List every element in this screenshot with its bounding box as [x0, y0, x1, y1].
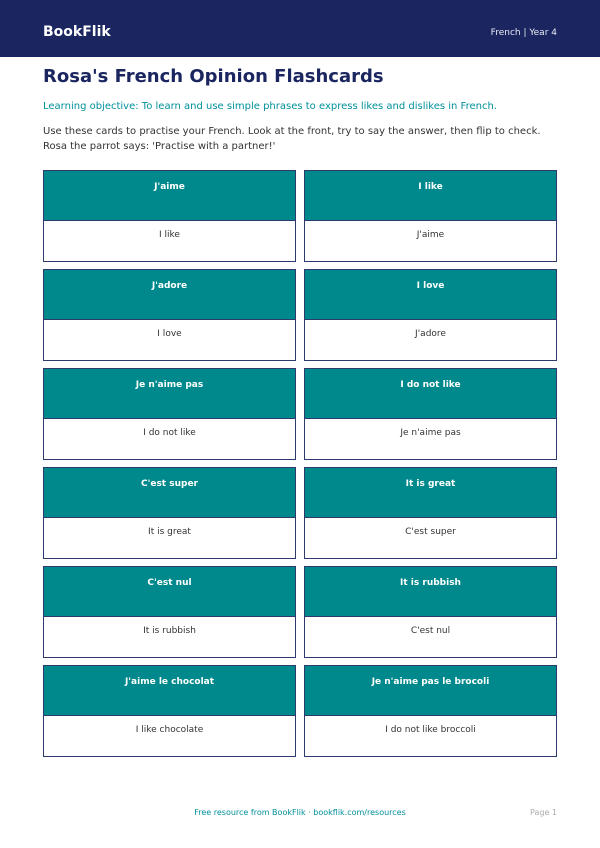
card-front: It is rubbish — [305, 567, 556, 617]
card-front: J'aime le chocolat — [44, 666, 295, 716]
card-back: C'est super — [405, 527, 456, 537]
flashcard[interactable] — [304, 566, 557, 658]
flashcard[interactable] — [43, 269, 296, 361]
flashcard[interactable] — [43, 368, 296, 460]
card-front: I like — [305, 171, 556, 221]
card-back: I love — [157, 329, 182, 339]
flashcard[interactable] — [304, 665, 557, 757]
card-front: J'aime — [44, 171, 295, 221]
card-front: I love — [305, 270, 556, 320]
card-back: I do not like — [143, 428, 196, 438]
subject-year-label: French | Year 4 — [490, 28, 557, 38]
flashcard[interactable] — [304, 467, 557, 559]
card-back: It is great — [148, 527, 191, 537]
card-front: J'adore — [44, 270, 295, 320]
page-title: Rosa's French Opinion Flashcards — [43, 66, 384, 87]
card-front: Je n'aime pas — [44, 369, 295, 419]
flashcard[interactable] — [304, 269, 557, 361]
card-front: I do not like — [305, 369, 556, 419]
intro-text: Use these cards to practise your French. Look at the front, try to say the answer, then flip to check. Rosa the parrot says: 'Practise with a partner!' — [43, 126, 541, 152]
card-front: It is great — [305, 468, 556, 518]
learning-objective: Learning objective: To learn and use simple phrases to express likes and dislikes in French. — [43, 101, 497, 112]
flashcard[interactable] — [304, 170, 557, 262]
flashcard[interactable] — [43, 566, 296, 658]
card-front: C'est nul — [44, 567, 295, 617]
card-back: Je n'aime pas — [400, 428, 461, 438]
footer-credit[interactable]: Free resource from BookFlik · bookflik.com/resources — [194, 808, 406, 817]
flashcard[interactable] — [43, 467, 296, 559]
card-back: C'est nul — [410, 626, 451, 636]
card-back: I like chocolate — [135, 725, 204, 735]
card-back: J'adore — [415, 329, 446, 339]
card-back: I like — [159, 230, 180, 240]
flashcard[interactable] — [304, 368, 557, 460]
top-banner — [0, 0, 600, 57]
flashcard-grid — [43, 170, 557, 757]
card-front: C'est super — [44, 468, 295, 518]
page-number: Page 1 — [530, 808, 557, 817]
card-back: It is rubbish — [143, 626, 196, 636]
brand-logo-text[interactable]: BookFlik — [43, 24, 111, 40]
card-back: I do not like broccoli — [385, 725, 476, 735]
flashcard[interactable] — [43, 170, 296, 262]
card-back: J'aime — [416, 230, 445, 240]
card-front: Je n'aime pas le brocoli — [305, 666, 556, 716]
flashcard[interactable] — [43, 665, 296, 757]
